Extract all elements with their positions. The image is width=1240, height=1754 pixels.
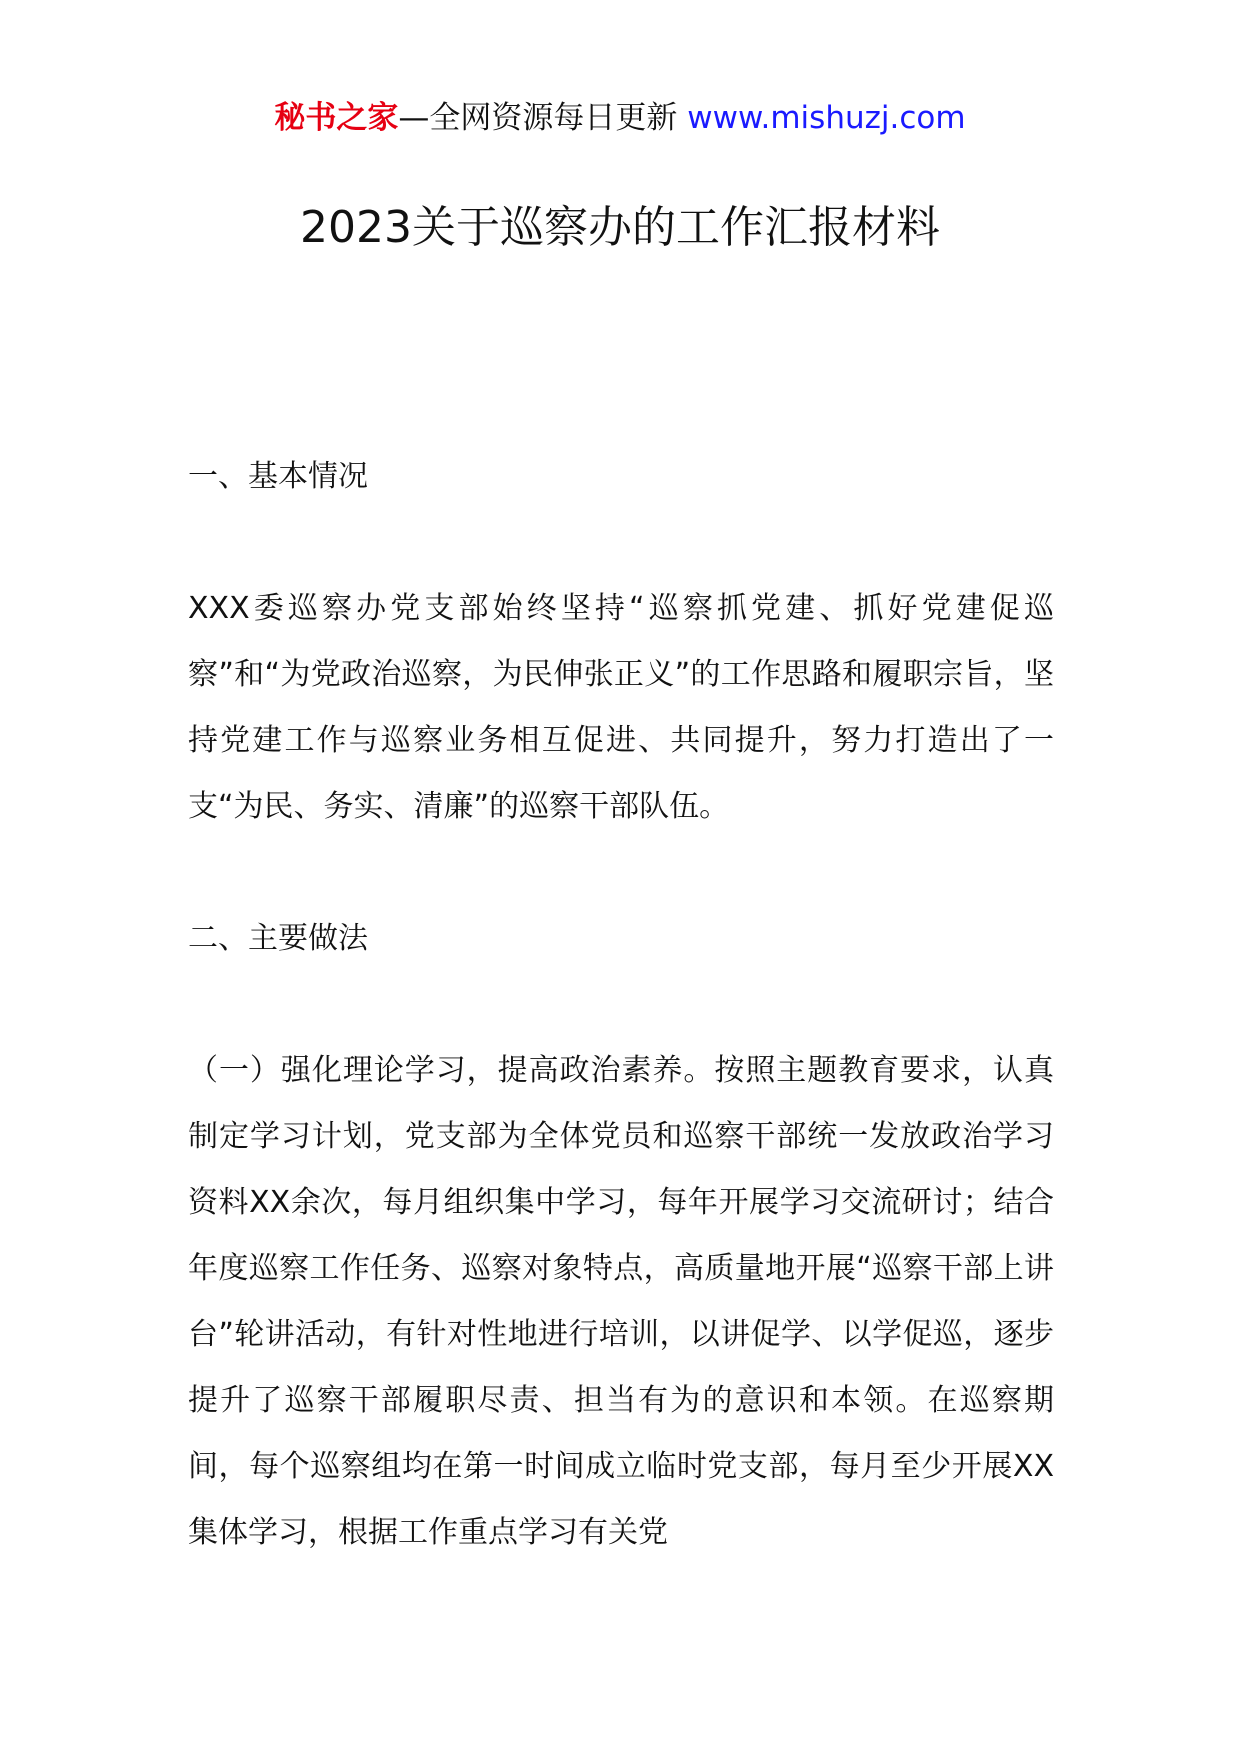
banner-brand: 秘书之家: [274, 100, 399, 136]
document-body: [188, 444, 1054, 1566]
section-heading-main-practices: 二、主要做法: [188, 921, 368, 956]
banner-url-link[interactable]: www.mishuzj.com: [687, 100, 966, 136]
section-heading-basic-situation: 一、基本情况: [188, 459, 368, 494]
paragraph-basic-situation: XXX委巡察办党支部始终坚持“巡察抓党建、抓好党建促巡察”和“为党政治巡察，为民伸张正义”的工作思路和履职宗旨，坚持党建工作与巡察业务相互促进、共同提升，努力打造出了一支“为民、务实、清廉”的巡察干部队伍。: [188, 591, 1054, 824]
paragraph-main-practices: （一）强化理论学习，提高政治素养。按照主题教育要求，认真制定学习计划，党支部为全体党员和巡察干部统一发放政治学习资料XX余次，每月组织集中学习，每年开展学习交流研讨；结合年度巡察工作任务、巡察对象特点，高质量地开展“巡察干部上讲台”轮讲活动，有针对性地进行培训，以讲促学、以学促巡，逐步提升了巡察干部履职尽责、担当有为的意识和本领。在巡察期间，每个巡察组均在第一时间成立临时党支部，每月至少开展XX集体学习，根据工作重点学习有关党: [188, 1053, 1054, 1550]
document-title: 2023关于巡察办的工作汇报材料: [300, 202, 940, 253]
site-banner: [0, 98, 1240, 138]
banner-tagline: —全网资源每日更新: [398, 100, 678, 136]
